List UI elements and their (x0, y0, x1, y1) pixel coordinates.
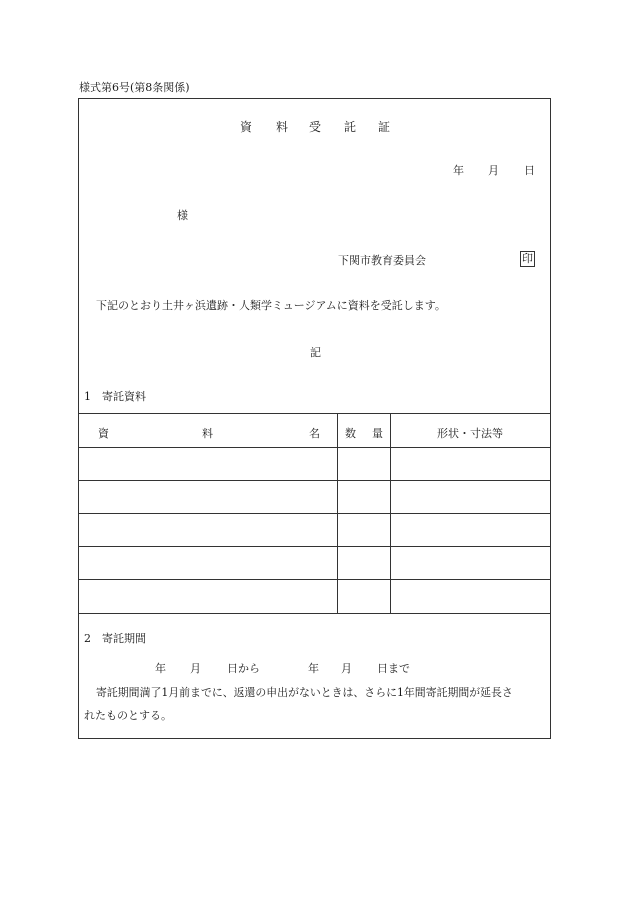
table-top-rule (78, 413, 551, 414)
table-row-name-cell[interactable] (79, 514, 336, 545)
title-char: 証 (378, 120, 391, 134)
period-start-day-label: 日から (227, 662, 260, 675)
date-month-label: 月 (488, 164, 499, 177)
period-start-year-label: 年 (155, 662, 166, 675)
col-name-char: 料 (202, 427, 213, 440)
section1-heading: 1 寄託資料 (84, 390, 146, 403)
period-end-day-label: 日まで (377, 662, 410, 675)
table-row-shape-cell[interactable] (391, 547, 550, 578)
table-row-qty-cell[interactable] (338, 580, 389, 612)
table-row-shape-cell[interactable] (391, 514, 550, 545)
table-row-name-cell[interactable] (79, 481, 336, 512)
seal-mark: 印 (522, 252, 533, 265)
issuer-name: 下関市教育委員会 (338, 254, 426, 267)
table-row-qty-cell[interactable] (338, 448, 389, 479)
col-name-char: 名 (309, 427, 320, 440)
table-row-shape-cell[interactable] (391, 481, 550, 512)
title-char: 資 (240, 120, 253, 134)
table-row-name-cell[interactable] (79, 448, 336, 479)
extension-note-line1: 寄託期間満了1月前までに、返還の申出がないときは、さらに1年間寄託期間が延長さ (96, 686, 513, 699)
date-day-label: 日 (524, 164, 535, 177)
table-row-name-cell[interactable] (79, 580, 336, 612)
table-row-qty-cell[interactable] (338, 481, 389, 512)
table-bottom-rule (78, 613, 551, 614)
col-qty-char: 数 (345, 427, 356, 440)
table-row-shape-cell[interactable] (391, 580, 550, 612)
section2-heading: 2 寄託期間 (84, 632, 146, 645)
table-row-qty-cell[interactable] (338, 547, 389, 578)
extension-note-line2: れたものとする。 (84, 709, 172, 722)
period-end-year-label: 年 (308, 662, 319, 675)
table-row-name-cell[interactable] (79, 547, 336, 578)
period-end-month-label: 月 (341, 662, 352, 675)
date-year-label: 年 (453, 164, 464, 177)
title-char: 料 (276, 120, 289, 134)
title-char: 受 (309, 120, 322, 134)
period-start-month-label: 月 (190, 662, 201, 675)
ki-label: 記 (310, 346, 321, 359)
title-char: 託 (344, 120, 357, 134)
form-label: 様式第6号(第8条関係) (79, 81, 190, 94)
col-shape-header: 形状・寸法等 (437, 427, 503, 440)
col-qty-char: 量 (372, 427, 383, 440)
form-frame (78, 98, 551, 739)
col-name-char: 資 (98, 427, 109, 440)
table-row-qty-cell[interactable] (338, 514, 389, 545)
recipient-honorific: 様 (177, 209, 188, 222)
table-row-shape-cell[interactable] (391, 448, 550, 479)
statement-text: 下記のとおり土井ヶ浜遺跡・人類学ミュージアムに資料を受託します。 (96, 299, 446, 312)
